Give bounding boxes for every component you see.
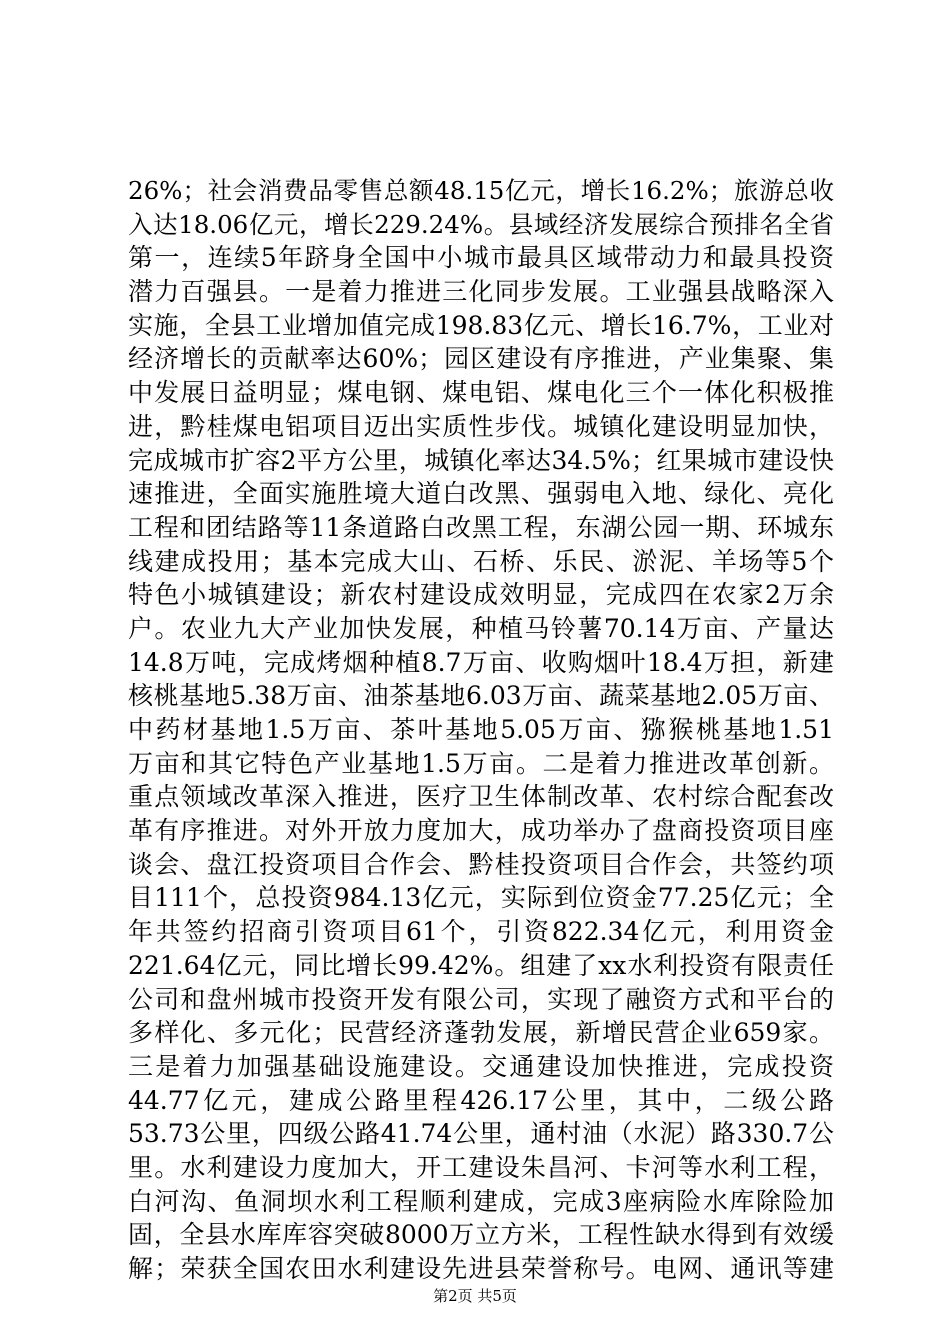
text-line: 多样化、多元化；民营经济蓬勃发展，新增民营企业659家。 (128, 1018, 834, 1048)
text-line: 解；荣获全国农田水利建设先进县荣誉称号。电网、通讯等建 (128, 1254, 834, 1283)
text-line: 重点领域改革深入推进，医疗卫生体制改革、农村综合配套改 (128, 782, 834, 812)
text-line: 年共签约招商引资项目61个，引资822.34亿元，利用资金 (128, 917, 834, 947)
text-line: 实施，全县工业增加值完成198.83亿元、增长16.7%，工业对 (128, 310, 834, 340)
text-line: 目111个，总投资984.13亿元，实际到位资金77.25亿元；全 (128, 883, 834, 913)
text-line: 特色小城镇建设；新农村建设成效明显，完成四在农家2万余 (128, 580, 834, 610)
text-line: 公司和盘州城市投资开发有限公司，实现了融资方式和平台的 (128, 984, 834, 1014)
text-line: 中药材基地1.5万亩、茶叶基地5.05万亩、猕猴桃基地1.51 (128, 715, 834, 744)
text-line: 速推进，全面实施胜境大道白改黑、强弱电入地、绿化、亮化 (128, 479, 834, 509)
text-line: 完成城市扩容2平方公里，城镇化率达34.5%；红果城市建设快 (128, 445, 834, 475)
text-line: 进，黔桂煤电铝项目迈出实质性步伐。城镇化建设明显加快， (128, 411, 834, 441)
body-paragraph (128, 174, 834, 1286)
text-line: 工程和团结路等11条道路白改黑工程，东湖公园一期、环城东 (128, 512, 834, 542)
text-line: 万亩和其它特色产业基地1.5万亩。二是着力推进改革创新。 (128, 748, 834, 778)
text-line: 26%；社会消费品零售总额48.15亿元，增长16.2%；旅游总收 (128, 176, 834, 205)
text-line: 固，全县水库库容突破8000万立方米，工程性缺水得到有效缓 (128, 1220, 834, 1250)
text-line: 线建成投用；基本完成大山、石桥、乐民、淤泥、羊场等5个 (128, 546, 834, 576)
text-line: 谈会、盘江投资项目合作会、黔桂投资项目合作会，共签约项 (128, 849, 834, 879)
text-line: 14.8万吨，完成烤烟种植8.7万亩、收购烟叶18.4万担，新建 (128, 647, 834, 677)
text-line: 潜力百强县。一是着力推进三化同步发展。工业强县战略深入 (128, 277, 834, 307)
text-line: 三是着力加强基础设施建设。交通建设加快推进，完成投资 (128, 1051, 834, 1081)
text-line: 53.73公里，四级公路41.74公里，通村油（水泥）路330.7公 (128, 1119, 834, 1149)
text-line: 革有序推进。对外开放力度加大，成功举办了盘商投资项目座 (128, 816, 834, 846)
text-line: 中发展日益明显；煤电钢、煤电铝、煤电化三个一体化积极推 (128, 378, 834, 408)
text-line: 户。农业九大产业加快发展，种植马铃薯70.14万亩、产量达 (128, 613, 834, 643)
text-line: 里。水利建设力度加大，开工建设朱昌河、卡河等水利工程， (128, 1152, 834, 1182)
text-line: 第一，连续5年跻身全国中小城市最具区域带动力和最具投资 (128, 243, 834, 273)
text-line: 44.77亿元，建成公路里程426.17公里，其中，二级公路 (128, 1085, 834, 1115)
text-line: 221.64亿元，同比增长99.42%。组建了xx水利投资有限责任 (128, 950, 834, 980)
text-line: 白河沟、鱼洞坝水利工程顺利建成，完成3座病险水库除险加 (128, 1186, 834, 1216)
page-number-footer: 第2页 共5页 (433, 1287, 517, 1305)
text-line: 核桃基地5.38万亩、油茶基地6.03万亩、蔬菜基地2.05万亩、 (128, 681, 834, 711)
text-line: 入达18.06亿元，增长229.24%。县域经济发展综合预排名全省 (128, 209, 834, 239)
text-line: 经济增长的贡献率达60%；园区建设有序推进，产业集聚、集 (128, 344, 834, 374)
